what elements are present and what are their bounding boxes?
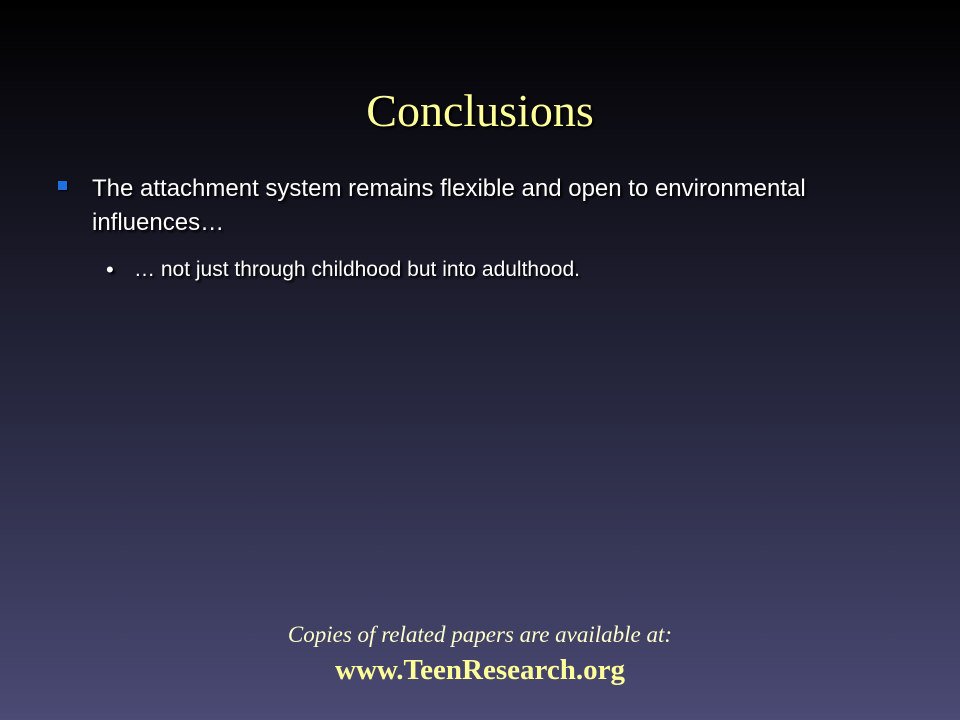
- bullet-text: The attachment system remains flexible and open to environmental influences…: [92, 175, 806, 236]
- sub-bullet-item: [106, 255, 906, 285]
- footer-url-link[interactable]: www.TeenResearch.org: [335, 654, 625, 686]
- square-bullet-icon: [58, 181, 67, 190]
- sub-bullet-text: … not just through childhood but into adulthood.: [134, 258, 580, 281]
- bullet-item: [58, 172, 908, 240]
- slide-title: Conclusions: [366, 85, 594, 136]
- dot-bullet-icon: •: [106, 257, 114, 282]
- footer-note: Copies of related papers are available at:: [287, 622, 673, 647]
